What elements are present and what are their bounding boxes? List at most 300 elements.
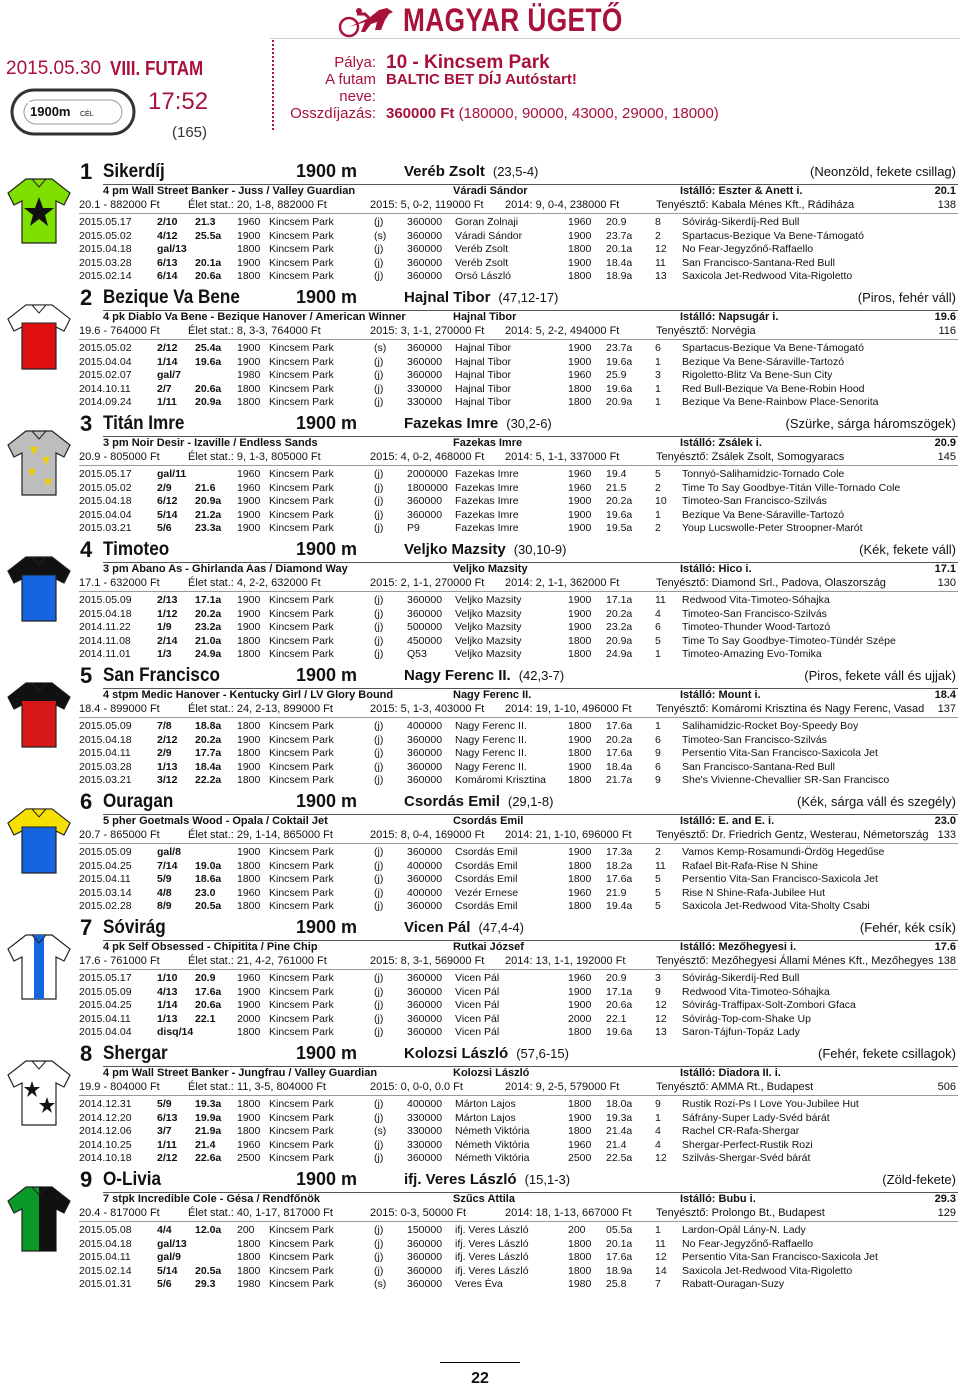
- placing: 1/13: [157, 1012, 178, 1025]
- race-distance: 1800: [237, 747, 261, 759]
- race-driver: Németh Viktória: [455, 1125, 530, 1137]
- purse: 400000: [407, 1098, 443, 1110]
- placing: 4/8: [157, 886, 172, 899]
- race-date: 2015.04.18: [79, 607, 132, 620]
- winner-distance: 1800: [568, 900, 592, 912]
- runner-entry: [0, 285, 960, 415]
- breeder: Tenyésztő: AMMA Rt., Budapest: [656, 1081, 814, 1093]
- race-time: 19.9a: [195, 1111, 222, 1124]
- purse: 360000: [407, 760, 443, 773]
- owner: Csordás Emil: [453, 815, 524, 827]
- track-condition: (j): [374, 216, 384, 228]
- first-three: Sáfrány-Super Lady-Svéd bárát: [682, 1111, 830, 1124]
- race-driver: ifj. Veres László: [455, 1237, 529, 1250]
- entry-code: 138: [937, 955, 956, 967]
- race-date: 2014.10.18: [79, 1152, 132, 1164]
- track-condition: (j): [374, 774, 384, 786]
- race-distance: 1800: [237, 1125, 261, 1137]
- form-divider: [79, 717, 958, 718]
- horse-name: Timoteo: [103, 539, 170, 560]
- race-date: 2015.05.09: [79, 846, 132, 858]
- race-track: Kincsem Park: [269, 1125, 334, 1137]
- race-distance: 1960: [237, 1138, 261, 1151]
- winner-distance: 1900: [568, 256, 592, 269]
- purse: 360000: [407, 900, 443, 912]
- race-track: Kincsem Park: [269, 1264, 334, 1277]
- winner-time: 21.4a: [606, 1125, 633, 1137]
- winner-time: 20.2a: [606, 733, 633, 746]
- track-condition: (j): [374, 621, 384, 633]
- placing: 6/14: [157, 270, 178, 282]
- race-distance: 1800: [237, 1098, 261, 1110]
- start-position: 2: [655, 481, 661, 494]
- driver-stat: (15,1-3): [524, 1172, 571, 1187]
- race-track: Kincsem Park: [269, 873, 334, 885]
- first-three: Redwood Vita-Timoteo-Sóhajka: [682, 594, 830, 606]
- start-position: 11: [655, 859, 666, 872]
- race-time: 29.3: [195, 1278, 216, 1290]
- owner: Veljko Mazsity: [453, 563, 528, 575]
- driver-label: Kolozsi László: [404, 1045, 509, 1062]
- first-three: Sóvirág-Sikerdíj-Red Bull: [682, 972, 800, 984]
- first-three: Spartacus-Bezique Va Bene-Támogató: [682, 342, 864, 354]
- track-condition: (j): [374, 481, 384, 494]
- race-date: 2015.03.14: [79, 886, 132, 899]
- track-condition: (j): [374, 972, 384, 984]
- start-position: 6: [655, 342, 661, 354]
- breeder: Tenyésztő: Zsálek Zsolt, Somogyaracs: [656, 451, 845, 463]
- winner-distance: 1900: [568, 229, 592, 242]
- start-position: 12: [655, 1012, 667, 1025]
- breeder: Tenyésztő: Kabala Ménes Kft., Rádiháza: [656, 199, 855, 211]
- winner-distance: 1800: [568, 1237, 592, 1250]
- meta-track: Pálya: 10 - Kincsem Park: [334, 52, 550, 73]
- race-driver: Veres Éva: [455, 1278, 503, 1290]
- race-distance: 1900: [237, 256, 261, 269]
- race-header: [0, 0, 960, 150]
- horse-name: Bezique Va Bene: [103, 287, 240, 308]
- horse-name: Sóvirág: [103, 917, 166, 938]
- first-three: Timoteo-Thunder Wood-Tartozó: [682, 621, 831, 633]
- start-position: 4: [655, 1138, 661, 1151]
- first-three: Redwood Vita-Timoteo-Sóhajka: [682, 985, 830, 998]
- best-time-earnings: 19.6 - 764000 Ft: [79, 325, 160, 337]
- start-position: 11: [655, 1237, 666, 1250]
- rating: 20.9: [934, 437, 956, 449]
- race-distance: 1980: [237, 369, 261, 381]
- race-time: 19.0a: [195, 859, 222, 872]
- winner-distance: 1800: [568, 270, 592, 282]
- placing: 2/9: [157, 481, 172, 494]
- form-divider: [79, 213, 958, 214]
- horse-sulky-icon: [335, 4, 397, 38]
- race-count: (165): [172, 124, 208, 141]
- track-condition: (j): [374, 256, 384, 269]
- winner-time: 21.7a: [606, 774, 633, 786]
- track-condition: (j): [374, 720, 384, 732]
- purse: 360000: [407, 508, 443, 521]
- race-distance: 1980: [237, 1278, 261, 1290]
- purse: 330000: [407, 1138, 443, 1151]
- jersey-silks-icon: [4, 1057, 74, 1129]
- driver-name: [404, 793, 553, 810]
- driver-name: [404, 1171, 570, 1188]
- track-finish: CÉL: [80, 111, 94, 118]
- race-track: Kincsem Park: [269, 382, 334, 395]
- first-three: Spartacus-Bezique Va Bene-Támogató: [682, 229, 864, 242]
- race-distance: 1800: [237, 648, 261, 660]
- driver-stat: (30,2-6): [506, 416, 552, 431]
- winner-distance: 1900: [568, 495, 592, 507]
- first-three: Rachel CR-Rafa-Shergar: [682, 1125, 800, 1137]
- purse: 330000: [407, 396, 443, 408]
- purse: 450000: [407, 634, 443, 647]
- placing: 1/3: [157, 648, 172, 660]
- winner-time: 25.9: [606, 369, 627, 381]
- placing: 4/12: [157, 229, 178, 242]
- winner-time: 24.9a: [606, 648, 633, 660]
- silk-colors: (Piros, fehér váll): [857, 290, 956, 305]
- race-date: 2015.05.02: [79, 229, 132, 242]
- race-date: 2015.04.18: [79, 495, 132, 507]
- purse: 360000: [407, 229, 443, 242]
- race-date: 2015.02.28: [79, 900, 132, 912]
- entry-code: 129: [937, 1207, 956, 1219]
- track-condition: (j): [374, 594, 384, 606]
- track-condition: (j): [374, 1111, 384, 1124]
- season-stats-2014: 2014: 9, 0-4, 238000 Ft: [505, 199, 620, 211]
- first-three: Shergar-Perfect-Rustik Rozi: [682, 1138, 813, 1151]
- jersey-silks-icon: [4, 553, 74, 625]
- race-time: 21.2a: [195, 508, 222, 521]
- breeder: Tenyésztő: Norvégia: [656, 325, 756, 337]
- race-distance: 1900: [237, 229, 261, 242]
- race-time: 20.9a: [195, 495, 222, 507]
- placing: 1/9: [157, 621, 172, 633]
- race-track: Kincsem Park: [269, 774, 334, 786]
- winner-time: 18.0a: [606, 1098, 633, 1110]
- race-driver: Veljko Mazsity: [455, 621, 522, 633]
- track-condition: (j): [374, 468, 384, 480]
- race-distance: 1900: [237, 760, 261, 773]
- race-track: Kincsem Park: [269, 733, 334, 746]
- stable: Istálló: Bubu i.: [680, 1193, 756, 1205]
- form-divider: [79, 465, 958, 466]
- winner-time: 17.6a: [606, 720, 633, 732]
- stable: Istálló: Zsálek i.: [680, 437, 762, 449]
- driver-label: Csordás Emil: [404, 793, 500, 810]
- horse-name: Shergar: [103, 1043, 168, 1064]
- race-driver: Veljko Mazsity: [455, 594, 522, 606]
- purse: 360000: [407, 1237, 443, 1250]
- race-distance: 1800: [237, 396, 261, 408]
- placing: 3/12: [157, 774, 178, 786]
- race-driver: Nagy Ferenc II.: [455, 747, 527, 759]
- driver-stat: (23,5-4): [492, 164, 539, 179]
- race-date: 2015.02.14: [79, 1264, 132, 1277]
- silk-colors: (Kék, sárga váll és szegély): [797, 794, 956, 809]
- race-driver: Vicen Pál: [455, 972, 500, 984]
- race-date: 2014.12.20: [79, 1111, 132, 1124]
- purse: 360000: [407, 1264, 443, 1277]
- placing: 5/14: [157, 508, 178, 521]
- race-driver: Veljko Mazsity: [455, 634, 522, 647]
- race-date: 2015.04.25: [79, 999, 132, 1011]
- track-condition: (j): [374, 1026, 384, 1038]
- purse: 360000: [407, 1152, 443, 1164]
- best-time-earnings: 19.9 - 804000 Ft: [79, 1081, 160, 1093]
- first-three: San Francisco-Santana-Red Bull: [682, 256, 835, 269]
- runner-entry: [0, 663, 960, 793]
- purse: 330000: [407, 1125, 443, 1137]
- runner-number: 3: [80, 411, 93, 436]
- placing: 2/12: [157, 733, 178, 746]
- start-position: 2: [655, 229, 661, 242]
- runner-entry: [0, 1167, 960, 1297]
- winner-time: 19.6a: [606, 1026, 633, 1038]
- race-driver: Csordás Emil: [455, 900, 518, 912]
- winner-time: 19.5a: [606, 522, 633, 534]
- winner-time: 18.9a: [606, 1264, 633, 1277]
- race-distance: 1900: [237, 733, 261, 746]
- race-time: 21.0a: [195, 634, 222, 647]
- entry-code: 137: [937, 703, 956, 715]
- race-driver: Vicen Pál: [455, 1012, 500, 1025]
- winner-time: 18.4a: [606, 760, 633, 773]
- winner-time: 17.6a: [606, 747, 633, 759]
- first-three: Time To Say Goodbye-Titán Ville-Tornado Cole: [682, 481, 901, 494]
- race-time: 20.6a: [195, 999, 222, 1011]
- breeder: Tenyésztő: Komáromi Krisztina és Nagy Ferenc, Vasad: [656, 703, 925, 715]
- race-time: 17.6a: [195, 985, 222, 998]
- driver-stat: (57,6-15): [516, 1046, 569, 1061]
- purse: 500000: [407, 621, 443, 633]
- race-track: Kincsem Park: [269, 720, 334, 732]
- placing: 2/10: [157, 216, 178, 228]
- winner-distance: 1960: [568, 886, 592, 899]
- track-condition: (j): [374, 999, 384, 1011]
- placing: 6/12: [157, 495, 178, 507]
- owner: Váradi Sándor: [453, 185, 528, 197]
- first-three: Salihamidzic-Rocket Boy-Speedy Boy: [682, 720, 859, 732]
- race-date: 2015.02.14: [79, 270, 132, 282]
- lifetime-stats: Élet stat.: 24, 2-13, 899000 Ft: [188, 703, 333, 715]
- race-track: Kincsem Park: [269, 1152, 334, 1164]
- race-time: 20.5a: [195, 900, 222, 912]
- form-divider: [79, 843, 958, 844]
- pedigree: 3 pm Abano As - Ghirlanda Aas / Diamond Way: [103, 563, 348, 575]
- start-position: 6: [655, 760, 661, 773]
- purse: 400000: [407, 886, 443, 899]
- race-driver: Márton Lajos: [455, 1111, 516, 1124]
- race-date: 2015.04.11: [79, 1012, 131, 1025]
- race-driver: Orsó László: [455, 270, 512, 282]
- start-position: 1: [655, 720, 661, 732]
- winner-time: 19.4a: [606, 900, 633, 912]
- race-track: Kincsem Park: [269, 621, 334, 633]
- race-distance: 1900 m: [296, 1043, 358, 1063]
- first-three: Bezique Va Bene-Sáraville-Tartozó: [682, 508, 845, 521]
- race-distance: 1800: [237, 1251, 261, 1263]
- winner-time: 21.4: [606, 1138, 627, 1151]
- race-distance: 2500: [237, 1152, 261, 1164]
- horse-name: Titán Imre: [103, 413, 185, 434]
- race-date: 2015.03.28: [79, 760, 132, 773]
- first-three: Rigoletto-Blitz Va Bene-Sun City: [682, 369, 833, 381]
- purse: P9: [407, 522, 420, 534]
- season-stats-2015: 2015: 5, 1-3, 403000 Ft: [370, 703, 485, 715]
- race-driver: Nagy Ferenc II.: [455, 733, 527, 746]
- stable: Istálló: Mount i.: [680, 689, 761, 701]
- placing: 5/14: [157, 1264, 178, 1277]
- track-diagram-icon: [8, 86, 138, 138]
- season-stats-2014: 2014: 5, 2-2, 494000 Ft: [505, 325, 620, 337]
- placing: 1/14: [157, 999, 178, 1011]
- winner-time: 21.5: [606, 481, 627, 494]
- race-date: 2015.05.17: [79, 468, 132, 480]
- winner-time: 18.9a: [606, 270, 633, 282]
- placing: disq/14: [157, 1026, 194, 1038]
- race-time: 12.0a: [195, 1224, 222, 1236]
- silk-colors: (Fehér, kék csík): [859, 920, 956, 935]
- placing: 1/13: [157, 760, 178, 773]
- owner: Szűcs Attila: [453, 1193, 515, 1205]
- first-three: Sóvirág-Top-com-Shake Up: [682, 1012, 811, 1025]
- race-time: 19.6a: [195, 355, 222, 368]
- race-date: 2015.04.18: [79, 1237, 132, 1250]
- placing: 4/4: [157, 1224, 172, 1236]
- rating: 29.3: [934, 1193, 956, 1205]
- placing: gal/11: [157, 468, 187, 480]
- purse: 360000: [407, 342, 443, 354]
- winner-distance: 1900: [568, 1111, 592, 1124]
- track-condition: (j): [374, 648, 384, 660]
- race-distance: 1900: [237, 621, 261, 633]
- winner-distance: 1800: [568, 859, 592, 872]
- start-position: 11: [655, 256, 666, 269]
- winner-time: 17.1a: [606, 594, 633, 606]
- race-distance: 1960: [237, 216, 261, 228]
- start-position: 9: [655, 774, 661, 786]
- rating: 23.0: [934, 815, 956, 827]
- start-position: 9: [655, 1098, 661, 1110]
- jersey-silks-icon: [4, 679, 74, 751]
- jersey-silks-icon: [4, 931, 74, 1003]
- race-track: Kincsem Park: [269, 270, 334, 282]
- start-position: 1: [655, 648, 661, 660]
- pedigree: 4 stpm Medic Hanover - Kentucky Girl / LV Glory Bound: [103, 689, 394, 701]
- first-three: Time To Say Goodbye-Timoteo-Tündér Szépe: [682, 634, 896, 647]
- race-distance: 1900: [237, 342, 261, 354]
- stable: Istálló: Napsugár i.: [680, 311, 779, 323]
- pedigree: 4 pk Self Obsessed - Chipitita / Pine Chip: [103, 941, 318, 953]
- track-condition: (j): [374, 1251, 384, 1263]
- race-time: 22.6a: [195, 1152, 222, 1164]
- form-divider: [79, 339, 958, 340]
- winner-time: 18.2a: [606, 859, 633, 872]
- start-position: 1: [655, 382, 661, 395]
- track-condition: (j): [374, 1237, 384, 1250]
- placing: 2/7: [157, 382, 172, 395]
- purse: 360000: [407, 607, 443, 620]
- start-position: 2: [655, 522, 661, 534]
- winner-time: 17.6a: [606, 873, 633, 885]
- race-driver: Hajnal Tibor: [455, 342, 512, 354]
- race-track: Kincsem Park: [269, 1012, 334, 1025]
- runner-number: 8: [80, 1041, 93, 1066]
- race-date: 2014.09.24: [79, 396, 132, 408]
- winner-time: 23.7a: [606, 229, 633, 242]
- driver-name: [404, 415, 552, 432]
- first-three: No Fear-Jegyzőnő-Raffaello: [682, 1237, 814, 1250]
- best-time-earnings: 17.6 - 761000 Ft: [79, 955, 160, 967]
- placing: 6/13: [157, 256, 178, 269]
- winner-distance: 1900: [568, 846, 592, 858]
- winner-time: 20.6a: [606, 999, 633, 1011]
- race-driver: Veréb Zsolt: [455, 256, 509, 269]
- stable: Istálló: Mezőhegyesi i.: [680, 941, 797, 953]
- purse: 360000: [407, 774, 443, 786]
- race-date: 2015.05.09: [79, 985, 132, 998]
- race-date: 2015.05.17: [79, 972, 132, 984]
- race-driver: Vicen Pál: [455, 985, 500, 998]
- winner-distance: 1900: [568, 355, 592, 368]
- race-track: Kincsem Park: [269, 396, 334, 408]
- purse: 360000: [407, 1251, 443, 1263]
- winner-time: 23.7a: [606, 342, 633, 354]
- track-condition: (j): [374, 634, 384, 647]
- track-condition: (j): [374, 985, 384, 998]
- race-distance: 1800: [237, 774, 261, 786]
- race-track: Kincsem Park: [269, 481, 334, 494]
- placing: gal/7: [157, 369, 181, 381]
- winner-distance: 1900: [568, 985, 592, 998]
- season-stats-2015: 2015: 5, 0-2, 119000 Ft: [370, 199, 484, 211]
- winner-distance: 1800: [568, 382, 592, 395]
- race-track: Kincsem Park: [269, 508, 334, 521]
- start-position: 12: [655, 1152, 667, 1164]
- race-driver: Márton Lajos: [455, 1098, 516, 1110]
- race-distance: 1900: [237, 594, 261, 606]
- purse: 360000: [407, 846, 443, 858]
- first-three: San Francisco-Santana-Red Bull: [682, 760, 835, 773]
- race-driver: Fazekas Imre: [455, 508, 519, 521]
- season-stats-2014: 2014: 9, 2-5, 579000 Ft: [505, 1081, 620, 1093]
- race-time: 21.3: [195, 216, 216, 228]
- track-condition: (s): [374, 342, 387, 354]
- start-position: 9: [655, 747, 661, 759]
- driver-label: Hajnal Tibor: [404, 289, 491, 306]
- first-three: Timoteo-Amazing Evo-Tomika: [682, 648, 822, 660]
- driver-name: [404, 667, 564, 684]
- winner-distance: 1900: [568, 594, 592, 606]
- entry-code: 145: [937, 451, 956, 463]
- rating: 19.6: [934, 311, 956, 323]
- race-distance: 1900 m: [296, 539, 358, 559]
- horse-name: O-Livia: [103, 1169, 161, 1190]
- race-time: 21.6: [195, 481, 216, 494]
- track-condition: (j): [374, 508, 384, 521]
- entry-code: 116: [938, 325, 956, 337]
- first-three: Tonnyó-Salihamidzic-Tornado Cole: [682, 468, 845, 480]
- rating: 17.1: [934, 563, 956, 575]
- first-three: Sóvirág-Traffipax-Solt-Zombori Gfaca: [682, 999, 856, 1011]
- stable: Istálló: Eszter & Anett i.: [680, 185, 803, 197]
- start-position: 1: [655, 1224, 661, 1236]
- race-distance: 1800: [237, 1264, 261, 1277]
- purse: 360000: [407, 270, 443, 282]
- race-distance: 1900 m: [296, 413, 358, 433]
